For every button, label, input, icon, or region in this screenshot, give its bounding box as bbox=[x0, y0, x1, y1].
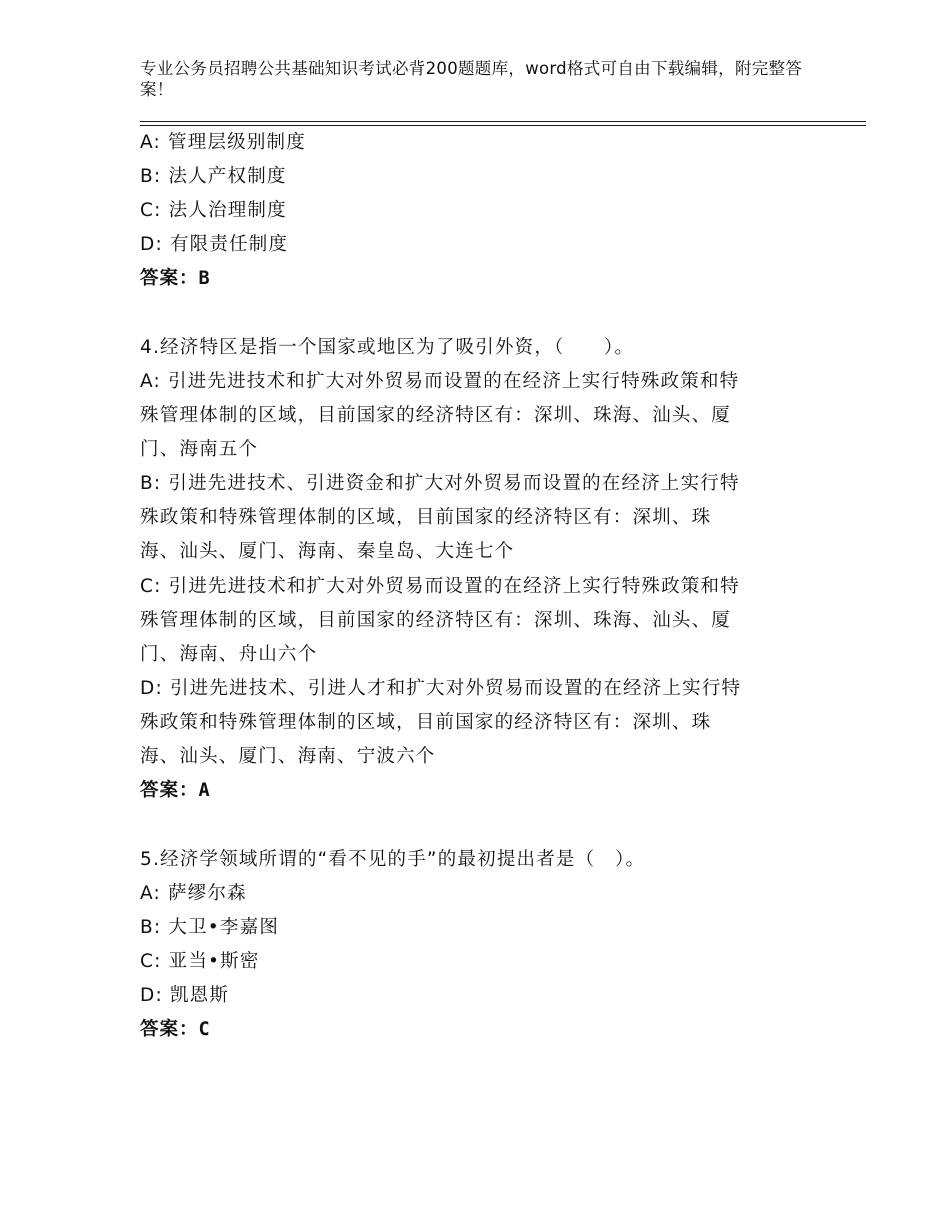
q4-option-a-line2: 殊管理体制的区域，目前国家的经济特区有：深圳、珠海、汕头、厦 bbox=[140, 405, 732, 426]
q4-option-d-line1: D: 引进先进技术、引进人才和扩大对外贸易而设置的在经济上实行特 bbox=[140, 678, 742, 699]
q5-option-c: C: 亚当•斯密 bbox=[140, 951, 260, 972]
q4-option-c-line1: C: 引进先进技术和扩大对外贸易而设置的在经济上实行特殊政策和特 bbox=[140, 576, 740, 597]
q4-option-c-line2: 殊管理体制的区域，目前国家的经济特区有：深圳、珠海、汕头、厦 bbox=[140, 610, 732, 631]
answer-label: 答案： bbox=[140, 1019, 199, 1040]
q4-option-c-line3: 门、海南、舟山六个 bbox=[140, 644, 318, 665]
answer-value: A bbox=[198, 780, 211, 801]
answer-value: B bbox=[198, 268, 211, 289]
q3-option-b: B: 法人产权制度 bbox=[140, 166, 287, 187]
document-header: 专业公务员招聘公共基础知识考试必背200题题库，word格式可自由下载编辑，附完整答案！ bbox=[140, 59, 803, 99]
q4-option-b-line3: 海、汕头、厦门、海南、秦皇岛、大连七个 bbox=[140, 541, 515, 562]
q4-option-d-line2: 殊政策和特殊管理体制的区域，目前国家的经济特区有：深圳、珠 bbox=[140, 712, 712, 733]
answer-label: 答案： bbox=[140, 780, 199, 801]
answer-value: C bbox=[198, 1019, 211, 1040]
q4-option-b-line2: 殊政策和特殊管理体制的区域，目前国家的经济特区有：深圳、珠 bbox=[140, 507, 712, 528]
q4-option-d-line3: 海、汕头、厦门、海南、宁波六个 bbox=[140, 746, 436, 767]
q5-stem: 5.经济学领域所谓的“看不见的手”的最初提出者是（ ）。 bbox=[140, 849, 646, 870]
q4-option-b-line1: B: 引进先进技术、引进资金和扩大对外贸易而设置的在经济上实行特 bbox=[140, 473, 740, 494]
header-rule-bottom bbox=[140, 125, 866, 126]
q3-option-d: D: 有限责任制度 bbox=[140, 234, 289, 255]
q5-answer bbox=[140, 1018, 211, 1042]
header-rule-top bbox=[140, 121, 866, 122]
answer-label: 答案： bbox=[140, 268, 199, 289]
q4-stem: 4.经济特区是指一个国家或地区为了吸引外资，（ ）。 bbox=[140, 337, 635, 358]
q4-option-a-line1: A: 引进先进技术和扩大对外贸易而设置的在经济上实行特殊政策和特 bbox=[140, 371, 740, 392]
q3-option-a: A: 管理层级别制度 bbox=[140, 132, 306, 153]
q5-option-a: A: 萨缪尔森 bbox=[140, 883, 247, 904]
q5-option-b: B: 大卫•李嘉图 bbox=[140, 917, 280, 938]
q3-answer bbox=[140, 267, 211, 291]
q4-answer bbox=[140, 779, 211, 803]
q3-option-c: C: 法人治理制度 bbox=[140, 200, 287, 221]
q5-option-d: D: 凯恩斯 bbox=[140, 985, 230, 1006]
q4-option-a-line3: 门、海南五个 bbox=[140, 439, 259, 460]
